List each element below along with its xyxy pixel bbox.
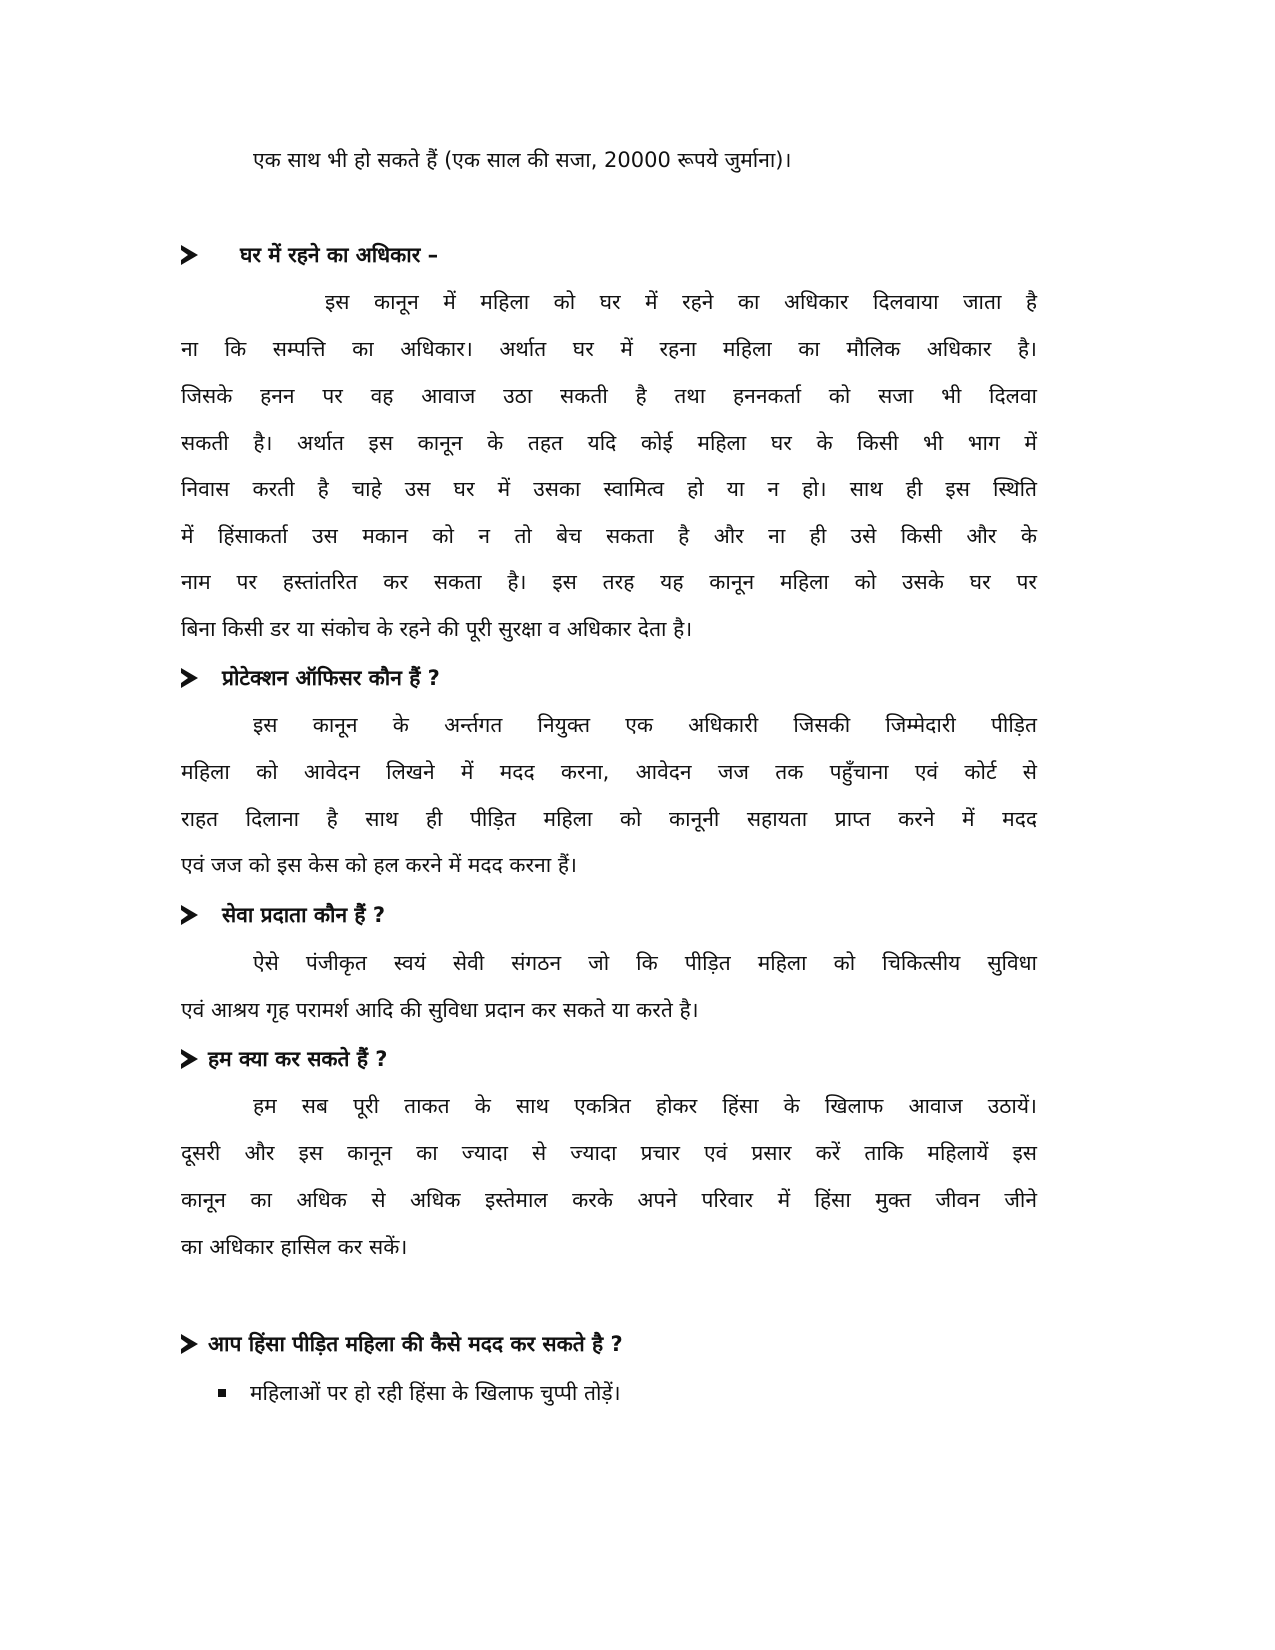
paragraph-line: ना कि सम्पत्ति का अधिकार। अर्थात घर में रहना महिला का मौलिक अधिकार है। xyxy=(181,337,1037,361)
paragraph-line: इस कानून के अर्न्तगत नियुक्त एक अधिकारी जिसकी जिम्मेदारी पीड़ित xyxy=(253,713,1037,737)
intro-line: एक साथ भी हो सकते हैं (एक साल की सजा, 20000 रूपये जुर्माना)। xyxy=(253,148,792,172)
heading-right-to-reside xyxy=(181,240,438,270)
paragraph-line: इस कानून में महिला को घर में रहने का अधिकार दिलवाया जाता है xyxy=(325,290,1037,314)
paragraph-line: में हिंसाकर्ता उस मकान को न तो बेच सकता है और ना ही उसे किसी और के xyxy=(181,524,1037,548)
paragraph-line: बिना किसी डर या संकोच के रहने की पूरी सुरक्षा व अधिकार देता है। xyxy=(181,617,693,641)
paragraph-line: का अधिकार हासिल कर सकें। xyxy=(181,1235,408,1259)
heading-text: प्रोटेक्शन ऑफिसर कौन हैं ? xyxy=(222,666,440,690)
arrow-bullet-icon xyxy=(181,245,198,265)
heading-text: हम क्या कर सकते हैं ? xyxy=(208,1047,388,1071)
heading-what-we-can-do xyxy=(181,1044,387,1074)
paragraph-line: ऐसे पंजीकृत स्वयं सेवी संगठन जो कि पीड़ित महिला को चिकित्सीय सुविधा xyxy=(253,951,1037,975)
paragraph-line: दूसरी और इस कानून का ज्यादा से ज्यादा प्रचार एवं प्रसार करें ताकि महिलायें इस xyxy=(181,1141,1037,1165)
paragraph-line: राहत दिलाना है साथ ही पीड़ित महिला को कानूनी सहायता प्राप्त करने में मदद xyxy=(181,807,1037,831)
paragraph-line: नाम पर हस्तांतरित कर सकता है। इस तरह यह कानून महिला को उसके घर पर xyxy=(181,570,1037,594)
paragraph-line: एवं आश्रय गृह परामर्श आदि की सुविधा प्रदान कर सकते या करते है। xyxy=(181,998,699,1022)
list-item xyxy=(218,1378,621,1408)
arrow-bullet-icon xyxy=(181,1049,198,1069)
arrow-bullet-icon xyxy=(181,1334,198,1354)
heading-service-provider xyxy=(181,900,385,930)
paragraph-line: कानून का अधिक से अधिक इस्तेमाल करके अपने परिवार में हिंसा मुक्त जीवन जीने xyxy=(181,1188,1037,1212)
heading-text: सेवा प्रदाता कौन हैं ? xyxy=(222,903,386,927)
heading-text: आप हिंसा पीड़ित महिला की कैसे मदद कर सकते है ? xyxy=(208,1332,623,1356)
paragraph-line: हम सब पूरी ताकत के साथ एकत्रित होकर हिंसा के खिलाफ आवाज उठायें। xyxy=(253,1094,1037,1118)
paragraph-line: जिसके हनन पर वह आवाज उठा सकती है तथा हननकर्ता को सजा भी दिलवा xyxy=(181,384,1037,408)
paragraph-line: निवास करती है चाहे उस घर में उसका स्वामित्व हो या न हो। साथ ही इस स्थिति xyxy=(181,477,1037,501)
list-item-text: महिलाओं पर हो रही हिंसा के खिलाफ चुप्पी तोड़ें। xyxy=(250,1381,621,1405)
paragraph-line: एवं जज को इस केस को हल करने में मदद करना हैं। xyxy=(181,853,577,877)
paragraph-line: महिला को आवेदन लिखने में मदद करना, आवेदन जज तक पहुँचाना एवं कोर्ट से xyxy=(181,760,1037,784)
square-bullet-icon xyxy=(218,1389,226,1397)
heading-text: घर में रहने का अधिकार – xyxy=(240,243,439,267)
heading-how-you-can-help xyxy=(181,1329,623,1359)
arrow-bullet-icon xyxy=(181,905,198,925)
heading-protection-officer xyxy=(181,663,440,693)
paragraph-line: सकती है। अर्थात इस कानून के तहत यदि कोई महिला घर के किसी भी भाग में xyxy=(181,431,1037,455)
arrow-bullet-icon xyxy=(181,668,198,688)
